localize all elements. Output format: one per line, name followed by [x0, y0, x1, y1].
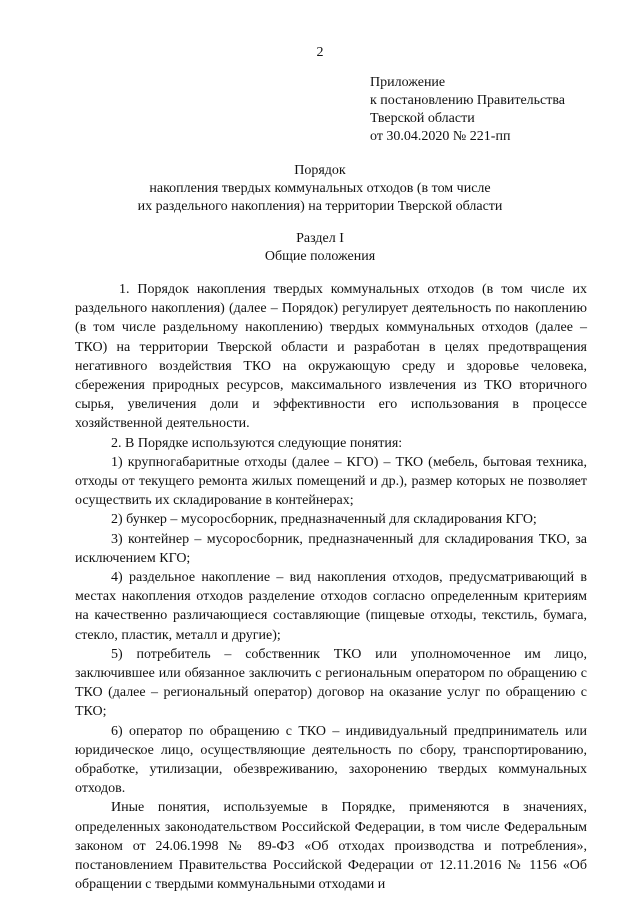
document-title [0, 162, 640, 216]
paragraph: 3) контейнер – мусоросборник, предназначенный для складирования ТКО, за исключением КГО; [75, 531, 587, 566]
paragraph: 2) бункер – мусоросборник, предназначенный для складирования КГО; [111, 512, 537, 528]
appendix-line: Приложение [370, 75, 446, 90]
page-number: 2 [316, 45, 324, 60]
appendix-line: к постановлению Правительства [370, 93, 566, 108]
section-heading [0, 230, 640, 266]
paragraph: 2. В Порядке используются следующие понятия: [111, 435, 403, 451]
paragraph: 5) потребитель – собственник ТКО или уполномоченное им лицо, заключившее или обязанное заключить с региональным оператором по обращению с ТКО (далее – региональный оператор) договор на оказание услуг по обращению с ТКО; [75, 646, 587, 720]
paragraph: 1. Порядок накопления твердых коммунальных отходов (в том числе их раздельного накопления) (далее – Порядок) регулирует деятельность по накоплению (в том числе раздельному накоплению) твердых коммунальных отходов (далее – ТКО) на территории Тверской области и разработан в целях предотвращения негативного воздействия ТКО на окружающую среду и здоровье человека, сбережения природных ресурсов, максимального извлечения из ТКО вторичного сырья, увеличения доли и эффективности его использования в процессе хозяйственной деятельности. [75, 282, 587, 432]
title-line: Порядок [294, 163, 346, 178]
title-line: их раздельного накопления) на территории Тверской области [137, 199, 503, 214]
paragraph: Иные понятия, используемые в Порядке, применяются в значениях, определенных законодательством Российской Федерации, в том числе Федеральным законом от 24.06.1998 № 89-ФЗ «Об отходах производства и потребления», постановлением Правительства Российской Федерации от 12.11.2016 № 1156 «Об обращении с твердыми коммунальными отходами и [75, 800, 587, 893]
appendix-header [370, 74, 630, 146]
document-body [75, 280, 587, 895]
section-number: Раздел I [296, 231, 344, 246]
paragraph: 1) крупногабаритные отходы (далее – КГО) – ТКО (мебель, бытовая техника, отходы от текущего ремонта жилых помещений и др.), размер которых не позволяет осуществить их складирование в контейнерах; [75, 454, 587, 509]
appendix-line: от 30.04.2020 № 221-пп [370, 129, 511, 144]
section-name: Общие положения [264, 249, 376, 264]
title-line: накопления твердых коммунальных отходов (в том числе [149, 181, 491, 196]
paragraph: 6) оператор по обращению с ТКО – индивидуальный предприниматель или юридическое лицо, осуществляющие деятельность по сбору, транспортированию, обработке, утилизации, обезвреживанию, захоронению твердых коммунальных отходов. [75, 723, 587, 797]
appendix-line: Тверской области [370, 111, 475, 126]
paragraph: 4) раздельное накопление – вид накопления отходов, предусматривающий в местах накопления отходов разделение отходов согласно определенным критериям на качественно различающиеся составляющие (пищевые отходы, текстиль, бумага, стекло, пластик, металл и другие); [75, 570, 587, 643]
